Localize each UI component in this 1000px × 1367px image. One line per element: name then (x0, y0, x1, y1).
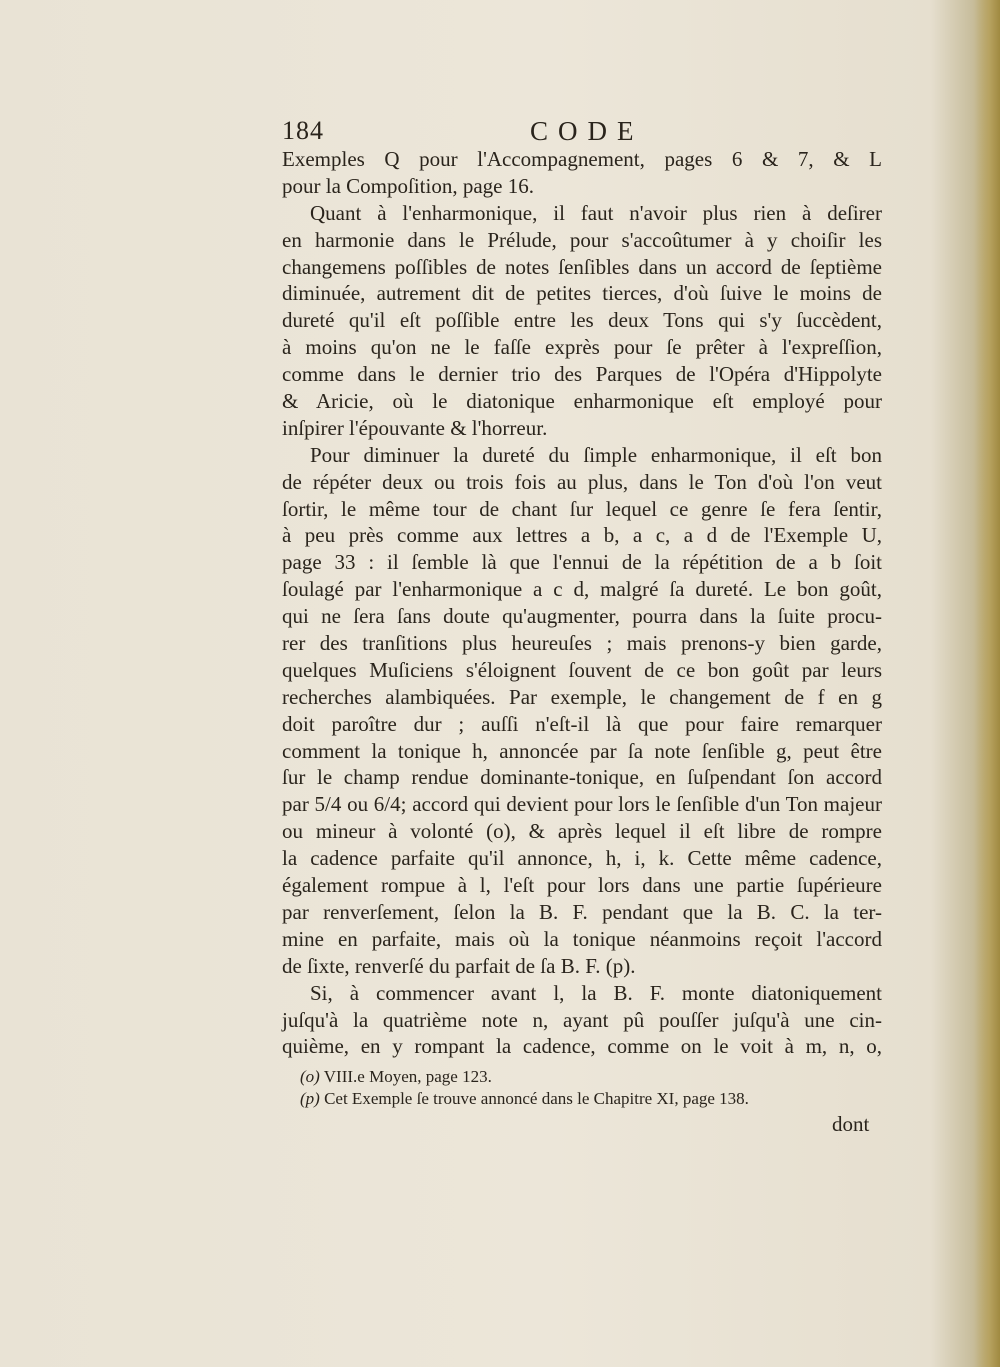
text-line: diminuée, autrement dit de petites tierces, d'où ſuive le moins de (282, 281, 882, 306)
text-line: dureté qu'il eſt poſſible entre les deux Tons qui s'y ſuccèdent, (282, 308, 882, 333)
text-line: comment la tonique h, annoncée par ſa note ſenſible g, peut être (282, 738, 882, 763)
text-line: ou mineur à volonté (o), & après lequel il eſt libre de rompre (282, 819, 882, 844)
text-line: également rompue à l, l'eſt pour lors dans une partie ſupérieure (282, 873, 882, 898)
text-line: juſqu'à la quatrième note n, ayant pû pouſſer juſqu'à une cin- (282, 1007, 882, 1032)
text-line: qui ne ſera ſans doute qu'augmenter, pourra dans la ſuite procu- (282, 604, 882, 629)
footnote-mark: (p) (300, 1089, 320, 1108)
text-line: de ſixte, renverſé du parfait de ſa B. F. (p). (282, 953, 636, 978)
footnote-mark: (o) (300, 1067, 320, 1086)
text-line: Si, à commencer avant l, la B. F. monte diatoniquement (310, 980, 882, 1005)
text-line: Pour diminuer la dureté du ſimple enharmonique, il eſt bon (310, 442, 882, 467)
text-line: inſpirer l'épouvante & l'horreur. (282, 415, 548, 440)
footnote-text: Cet Exemple ſe trouve annoncé dans le Chapitre XI, page 138. (324, 1089, 749, 1108)
text-line: pour la Compoſition, page 16. (282, 173, 534, 198)
footnotes (300, 1066, 882, 1110)
footnote (300, 1066, 882, 1088)
text-line: page 33 : il ſemble là que l'ennui de la répétition de a b ſoit (282, 550, 882, 575)
text-line: Quant à l'enharmonique, il faut n'avoir plus rien à deſirer (310, 200, 882, 225)
text-line: à peu près comme aux lettres a b, a c, a d de l'Exemple U, (282, 523, 882, 548)
text-line: recherches alambiquées. Par exemple, le changement de f en g (282, 684, 882, 709)
text-line: en harmonie dans le Prélude, pour s'accoûtumer à y choiſir les (282, 227, 882, 252)
text-line: quième, en y rompant la cadence, comme on le voit à m, n, o, (282, 1034, 882, 1059)
footnote (300, 1088, 882, 1110)
text-line: & Aricie, où le diatonique enharmonique eſt employé pour (282, 389, 882, 414)
text-line: ſortir, le même tour de chant ſur lequel ce genre ſe fera ſentir, (282, 496, 882, 521)
text-line: mine en parfaite, mais où la tonique néanmoins reçoit l'accord (282, 926, 882, 951)
text-line: rer des tranſitions plus heureuſes ; mais prenons-y bien garde, (282, 631, 882, 656)
text-line: changemens poſſibles de notes ſenſibles dans un accord de ſeptième (282, 254, 882, 279)
page-edge-stain (974, 0, 1000, 1367)
text-line: par 5/4 ou 6/4; accord qui devient pour lors le ſenſible d'un Ton majeur (282, 792, 882, 817)
text-line: ſoulagé par l'enharmonique a c d, malgré ſa dureté. Le bon goût, (282, 577, 882, 602)
text-line: Exemples Q pour l'Accompagnement, pages 6 & 7, & L (282, 147, 882, 171)
text-line: la cadence parfaite qu'il annonce, h, i, k. Cette même cadence, (282, 846, 882, 871)
text-line: à moins qu'on ne le faſſe exprès pour ſe prêter à l'expreſſion, (282, 335, 882, 360)
text-line: par renverſement, ſelon la B. F. pendant que la B. C. la ter- (282, 899, 882, 924)
text-line: doit paroître dur ; auſſi n'eſt-il là que pour faire remarquer (282, 711, 882, 736)
catchword: dont (832, 1112, 870, 1136)
text-line: ſur le champ rendue dominante-tonique, en ſuſpendant ſon accord (282, 765, 882, 790)
text-line: de répéter deux ou trois fois au plus, dans le Ton d'où l'on veut (282, 469, 882, 494)
text-line: quelques Muſiciens s'éloignent ſouvent de ce bon goût par leurs (282, 657, 882, 682)
running-title: CODE (530, 116, 644, 146)
page-number: 184 (282, 116, 324, 145)
body-text (282, 146, 882, 1060)
text-line: comme dans le dernier trio des Parques de l'Opéra d'Hippolyte (282, 362, 882, 387)
footnote-text: VIII.e Moyen, page 123. (323, 1067, 492, 1086)
